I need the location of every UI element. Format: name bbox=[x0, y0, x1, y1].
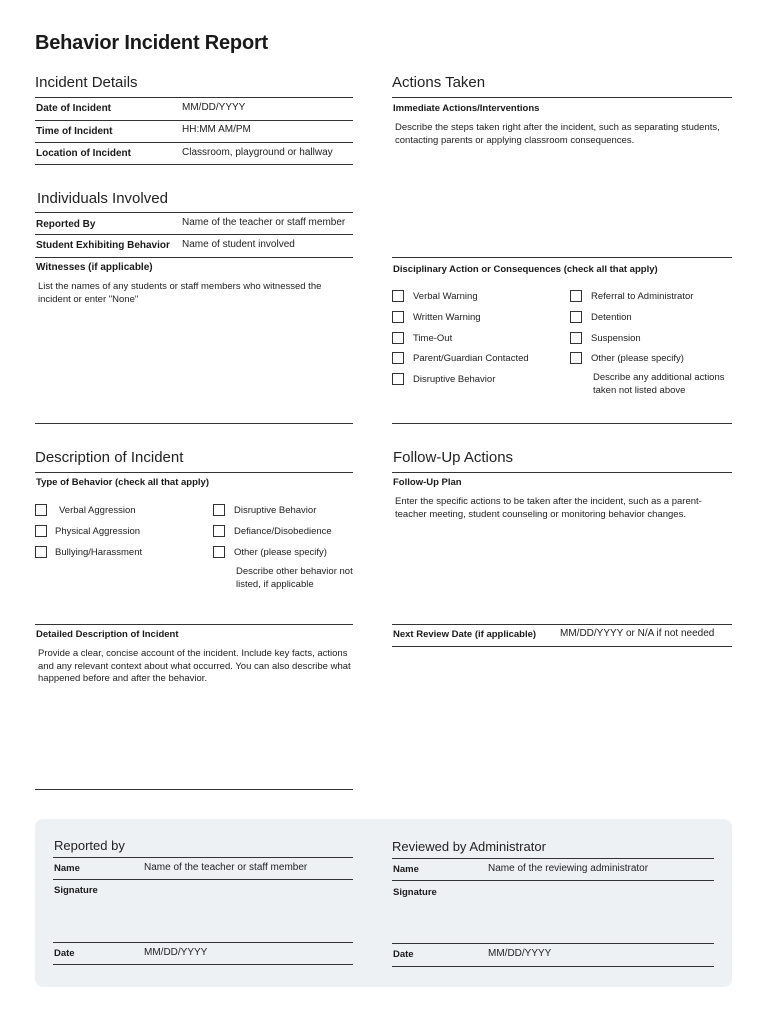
checkbox-icon[interactable] bbox=[213, 504, 225, 516]
checkbox-other-behavior[interactable]: Other (please specify) bbox=[213, 546, 327, 558]
admin-name-field[interactable]: Name of the reviewing administrator bbox=[488, 863, 649, 874]
type-of-behavior-label: Type of Behavior (check all that apply) bbox=[36, 477, 209, 488]
time-of-incident-label: Time of Incident bbox=[36, 126, 113, 137]
checkbox-defiance[interactable]: Defiance/Disobedience bbox=[213, 525, 332, 537]
student-field[interactable]: Name of student involved bbox=[182, 239, 295, 250]
description-heading: Description of Incident bbox=[35, 449, 184, 466]
checkbox-time-out[interactable]: Time-Out bbox=[392, 332, 452, 344]
location-of-incident-field[interactable]: Classroom, playground or hallway bbox=[182, 147, 333, 158]
checkbox-icon[interactable] bbox=[35, 525, 47, 537]
incident-details-heading: Incident Details bbox=[35, 74, 138, 91]
time-of-incident-field[interactable]: HH:MM AM/PM bbox=[182, 124, 251, 135]
divider bbox=[392, 646, 732, 647]
checkbox-disruptive[interactable]: Disruptive Behavior bbox=[213, 504, 316, 516]
disciplinary-label: Disciplinary Action or Consequences (check all that apply) bbox=[393, 264, 658, 275]
divider bbox=[392, 880, 714, 881]
date-of-incident-field[interactable]: MM/DD/YYYY bbox=[182, 102, 246, 113]
divider bbox=[392, 624, 732, 625]
checkbox-icon[interactable] bbox=[392, 373, 404, 385]
checkbox-suspension[interactable]: Suspension bbox=[570, 332, 641, 344]
divider bbox=[53, 879, 353, 880]
divider bbox=[35, 624, 353, 625]
reporter-date-field[interactable]: MM/DD/YYYY bbox=[144, 947, 208, 958]
divider bbox=[392, 943, 714, 944]
detailed-description-label: Detailed Description of Incident bbox=[36, 629, 179, 640]
reporter-name-label: Name bbox=[54, 863, 80, 874]
divider bbox=[35, 257, 353, 258]
checkbox-icon[interactable] bbox=[570, 352, 582, 364]
checkbox-bullying[interactable]: Bullying/Harassment bbox=[35, 546, 142, 558]
follow-up-plan-field[interactable]: Enter the specific actions to be taken after the incident, such as a parent-teacher meeting, student counseling or monitoring behavior changes. bbox=[395, 496, 702, 520]
divider bbox=[35, 97, 353, 98]
witnesses-field[interactable]: List the names of any students or staff members who witnessed the incident or enter "None" bbox=[38, 281, 322, 305]
reported-by-field[interactable]: Name of the teacher or staff member bbox=[182, 217, 346, 228]
checkbox-other-action[interactable]: Other (please specify) bbox=[570, 352, 684, 364]
divider bbox=[392, 423, 732, 424]
checkbox-icon[interactable] bbox=[570, 311, 582, 323]
checkbox-icon[interactable] bbox=[213, 546, 225, 558]
reported-by-heading: Reported by bbox=[54, 838, 125, 853]
divider bbox=[392, 472, 732, 473]
checkbox-icon[interactable] bbox=[392, 311, 404, 323]
divider bbox=[53, 964, 353, 965]
checkbox-verbal-warning[interactable]: Verbal Warning bbox=[392, 290, 478, 302]
divider bbox=[392, 966, 714, 967]
divider bbox=[53, 942, 353, 943]
divider bbox=[35, 234, 353, 235]
witnesses-label: Witnesses (if applicable) bbox=[36, 262, 153, 273]
divider bbox=[35, 142, 353, 143]
location-of-incident-label: Location of Incident bbox=[36, 148, 131, 159]
divider bbox=[392, 97, 732, 98]
page-title: Behavior Incident Report bbox=[35, 32, 269, 54]
reporter-signature-field[interactable] bbox=[53, 898, 353, 940]
checkbox-disruptive-behavior[interactable]: Disruptive Behavior bbox=[392, 373, 495, 385]
divider bbox=[392, 858, 714, 859]
checkbox-verbal-aggression[interactable]: Verbal Aggression bbox=[35, 504, 136, 516]
divider bbox=[35, 423, 353, 424]
immediate-actions-field[interactable]: Describe the steps taken right after the incident, such as separating students, contacting parents or applying classroom consequences. bbox=[395, 122, 720, 146]
other-action-field[interactable]: Describe any additional actions taken not listed above bbox=[593, 372, 725, 396]
admin-date-label: Date bbox=[393, 949, 414, 960]
checkbox-written-warning[interactable]: Written Warning bbox=[392, 311, 481, 323]
divider bbox=[35, 212, 353, 213]
admin-name-label: Name bbox=[393, 864, 419, 875]
reported-by-label: Reported By bbox=[36, 219, 96, 230]
checkbox-icon[interactable] bbox=[570, 332, 582, 344]
checkbox-icon[interactable] bbox=[392, 352, 404, 364]
checkbox-icon[interactable] bbox=[570, 290, 582, 302]
reviewed-by-heading: Reviewed by Administrator bbox=[392, 839, 546, 854]
reporter-date-label: Date bbox=[54, 948, 75, 959]
checkbox-parent-contacted[interactable]: Parent/Guardian Contacted bbox=[392, 352, 529, 364]
checkbox-icon[interactable] bbox=[213, 525, 225, 537]
admin-signature-field[interactable] bbox=[392, 899, 714, 941]
immediate-actions-label: Immediate Actions/Interventions bbox=[393, 103, 540, 114]
checkbox-physical-aggression[interactable]: Physical Aggression bbox=[35, 525, 140, 537]
divider bbox=[35, 789, 353, 790]
admin-signature-label: Signature bbox=[393, 887, 437, 898]
reporter-signature-label: Signature bbox=[54, 885, 98, 896]
follow-up-plan-label: Follow-Up Plan bbox=[393, 477, 462, 488]
divider bbox=[35, 472, 353, 473]
checkbox-icon[interactable] bbox=[35, 504, 47, 516]
reporter-name-field[interactable]: Name of the teacher or staff member bbox=[144, 862, 308, 873]
actions-taken-heading: Actions Taken bbox=[392, 74, 486, 91]
divider bbox=[53, 857, 353, 858]
next-review-field[interactable]: MM/DD/YYYY or N/A if not needed bbox=[560, 628, 715, 639]
student-label: Student Exhibiting Behavior bbox=[36, 240, 170, 251]
divider bbox=[35, 164, 353, 165]
checkbox-icon[interactable] bbox=[392, 332, 404, 344]
follow-up-heading: Follow-Up Actions bbox=[393, 449, 514, 466]
date-of-incident-label: Date of Incident bbox=[36, 103, 112, 114]
admin-date-field[interactable]: MM/DD/YYYY bbox=[488, 948, 552, 959]
checkbox-detention[interactable]: Detention bbox=[570, 311, 632, 323]
other-behavior-field[interactable]: Describe other behavior not listed, if applicable bbox=[236, 566, 353, 590]
divider bbox=[392, 257, 732, 258]
individuals-heading: Individuals Involved bbox=[37, 190, 168, 207]
checkbox-referral[interactable]: Referral to Administrator bbox=[570, 290, 693, 302]
next-review-label: Next Review Date (if applicable) bbox=[393, 629, 537, 640]
divider bbox=[35, 120, 353, 121]
checkbox-icon[interactable] bbox=[35, 546, 47, 558]
detailed-description-field[interactable]: Provide a clear, concise account of the incident. Include key facts, actions and any relevant context about what occurred. You can also describe what happened before and after the behavior. bbox=[38, 648, 351, 684]
checkbox-icon[interactable] bbox=[392, 290, 404, 302]
